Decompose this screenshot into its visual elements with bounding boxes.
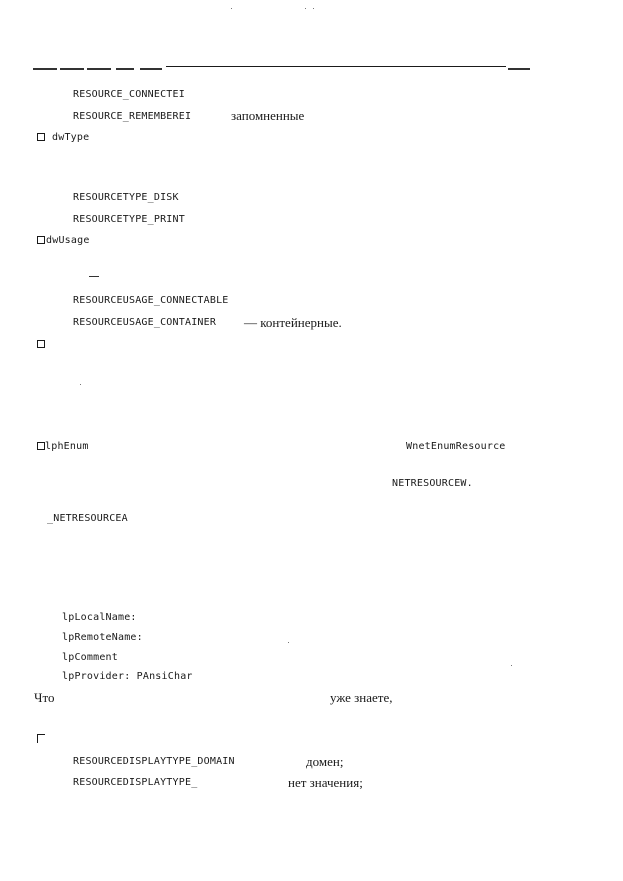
- displaytype-domain: RESOURCEDISPLAYTYPE_DOMAIN: [73, 756, 235, 767]
- dwtype-label: dwType: [52, 132, 90, 143]
- speck: [288, 642, 289, 643]
- netresourcea-label: _NETRESOURCEA: [47, 513, 128, 524]
- resourceusage-connectable: RESOURCEUSAGE_CONNECTABLE: [73, 295, 229, 306]
- displaytype-generic: RESOURCEDISPLAYTYPE_: [73, 777, 198, 788]
- resourcetype-disk: RESOURCETYPE_DISK: [73, 192, 179, 203]
- wnetenumresource-label: WnetEnumResource: [406, 441, 506, 452]
- resource-connected: RESOURCE_CONNECTEI: [73, 89, 185, 100]
- bullet-icon: [37, 236, 45, 244]
- speck: [511, 665, 512, 666]
- dash-mark: [89, 276, 99, 277]
- resource-remembered: RESOURCE_REMEMBEREI: [73, 111, 192, 122]
- resourcetype-print: RESOURCETYPE_PRINT: [73, 214, 185, 225]
- field-lpprovider: lpProvider: PAnsiChar: [62, 671, 193, 682]
- field-lpremotename: lpRemoteName:: [62, 632, 143, 643]
- speck: [231, 8, 232, 9]
- dwusage-label: dwUsage: [46, 235, 90, 246]
- domain-desc: домен;: [306, 754, 344, 769]
- remembered-desc: запомненные: [231, 108, 305, 123]
- speck: [80, 384, 81, 385]
- bullet-icon: [37, 442, 45, 450]
- field-lplocalname: lpLocalName:: [62, 612, 137, 623]
- chto-text: Что: [34, 690, 55, 705]
- container-desc: — контейнерные.: [244, 315, 342, 330]
- bullet-icon: [37, 133, 45, 141]
- resourceusage-container: RESOURCEUSAGE_CONTAINER: [73, 317, 217, 328]
- uzhe-text: уже знаете,: [330, 690, 393, 705]
- bullet-icon: [37, 734, 45, 743]
- generic-desc: нет значения;: [288, 775, 363, 790]
- bullet-icon: [37, 340, 45, 348]
- speck: [305, 8, 306, 9]
- netresourcew-label: NETRESOURCEW.: [392, 478, 473, 489]
- speck: [313, 8, 314, 9]
- field-lpcomment: lpComment: [62, 652, 118, 663]
- lphenum-label: lphEnum: [45, 441, 89, 452]
